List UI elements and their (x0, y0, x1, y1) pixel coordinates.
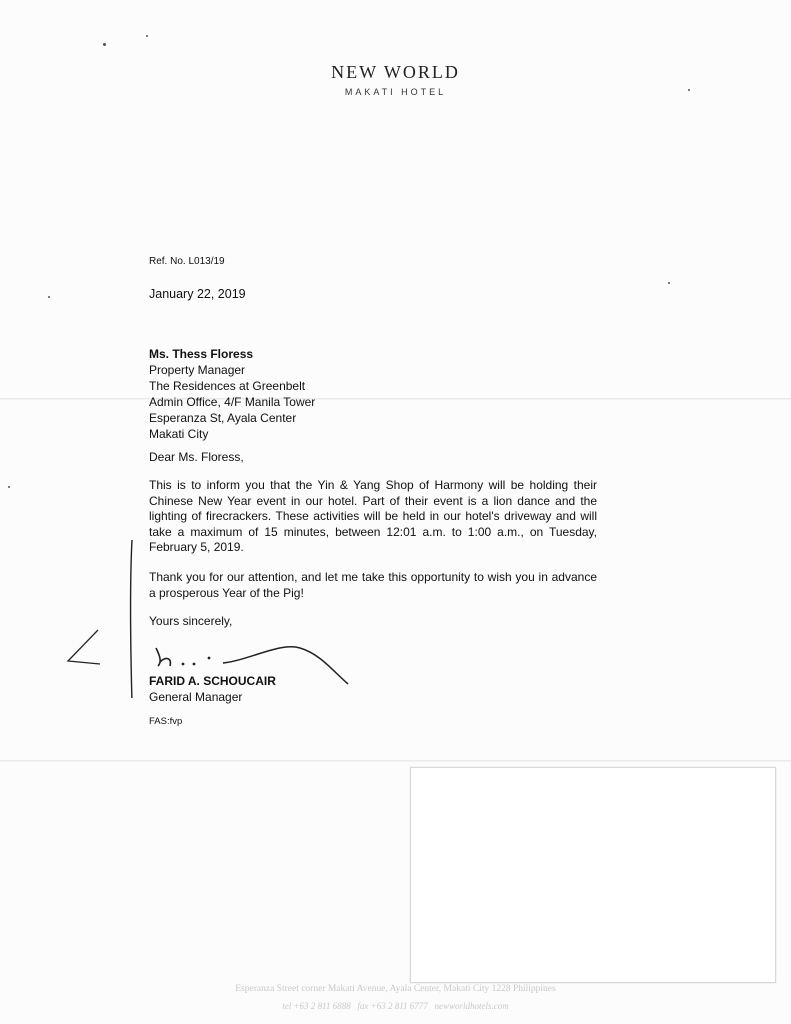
reference-number: Ref. No. L013/19 (149, 256, 225, 267)
reference-initials: FAS:fvp (149, 716, 183, 727)
footer-contacts (0, 1001, 791, 1011)
recipient-address-line: Esperanza St, Ayala Center (149, 411, 297, 425)
paper-speck (48, 296, 50, 298)
signer-name: FARID A. SCHOUCAIR (149, 674, 276, 688)
recipient-address-line: Makati City (149, 427, 209, 441)
recipient-address-line: Admin Office, 4/F Manila Tower (149, 395, 316, 409)
signer-block (149, 673, 276, 705)
hotel-subtitle: MAKATI HOTEL (344, 87, 447, 97)
paper-speck (146, 35, 148, 37)
overlapping-envelope (410, 767, 776, 983)
recipient-name: Ms. Thess Floress (149, 347, 254, 361)
footer-tel: +63 2 811 6888 (293, 1001, 351, 1011)
footer-address: Esperanza Street corner Makati Avenue, Ayala Center, Makati City 1228 Philippines (235, 984, 556, 994)
recipient-address (149, 346, 315, 442)
footer-tel-label: tel (282, 1001, 292, 1011)
footer-fax: +63 2 811 6777 (370, 1001, 428, 1011)
salutation: Dear Ms. Floress, (149, 450, 244, 464)
signer-title: General Manager (149, 690, 243, 704)
paper-speck (103, 43, 106, 46)
letterhead-logo (0, 62, 791, 97)
closing: Yours sincerely, (149, 614, 233, 628)
recipient-title: Property Manager (149, 363, 246, 377)
body-paragraph: This is to inform you that the Yin & Yang Shop of Harmony will be holding their Chinese New Year event in our hotel. Part of their event is a lion dance and the lighting of firecrackers. These activities will be held in our hotel's driveway and will take a maximum of 15 minutes, between 12:01 a.m. to 1:00 a.m., on Tuesday, February 5, 2019. (149, 478, 597, 554)
hotel-name: NEW WORLD (331, 62, 460, 82)
footer-website: newworldhotels.com (434, 1001, 509, 1011)
letter-date: January 22, 2019 (149, 287, 246, 301)
paper-fold-line (0, 398, 791, 400)
footer-fax-label: fax (357, 1001, 369, 1011)
recipient-address-line: The Residences at Greenbelt (149, 379, 306, 393)
paper-speck (668, 282, 670, 284)
paper-fold-line (0, 760, 791, 762)
paper-speck (8, 486, 10, 488)
body-paragraph: Thank you for our attention, and let me take this opportunity to wish you in advance a prosperous Year of the Pig! (149, 570, 597, 600)
